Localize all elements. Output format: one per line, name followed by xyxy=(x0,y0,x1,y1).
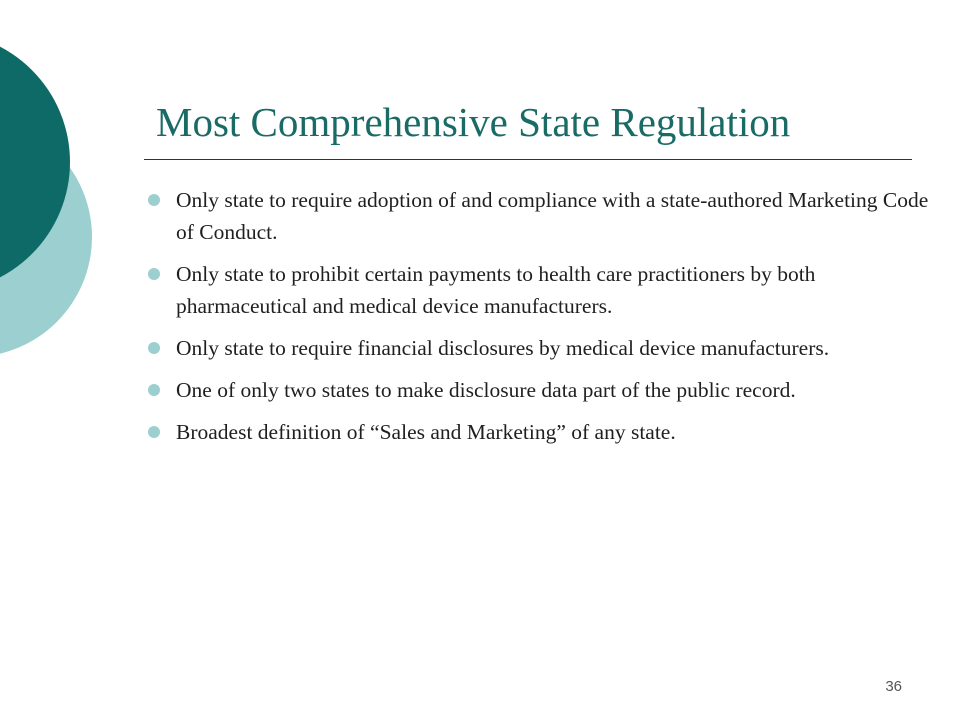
bullet-text: Only state to prohibit certain payments to health care practitioners by both pharmaceutical and medical device manufacturers. xyxy=(176,262,816,318)
decorative-circles xyxy=(0,0,110,400)
bullet-item xyxy=(148,374,948,406)
bullet-text: Broadest definition of “Sales and Marketing” of any state. xyxy=(176,420,676,444)
bullet-dot-icon xyxy=(148,268,160,280)
bullet-text: Only state to require adoption of and compliance with a state-authored Marketing Code of Conduct. xyxy=(176,188,929,244)
bullet-item xyxy=(148,332,948,364)
bullet-item xyxy=(148,184,948,248)
bullet-dot-icon xyxy=(148,194,160,206)
bullet-list xyxy=(148,184,948,458)
bullet-item xyxy=(148,416,948,448)
slide-number: 36 xyxy=(885,678,902,695)
bullet-dot-icon xyxy=(148,426,160,438)
bullet-text: One of only two states to make disclosure data part of the public record. xyxy=(176,378,796,402)
bullet-text: Only state to require financial disclosures by medical device manufacturers. xyxy=(176,336,830,360)
title-divider xyxy=(144,159,912,160)
bullet-dot-icon xyxy=(148,384,160,396)
bullet-item xyxy=(148,258,948,322)
slide-title: Most Comprehensive State Regulation xyxy=(156,99,791,145)
bullet-dot-icon xyxy=(148,342,160,354)
